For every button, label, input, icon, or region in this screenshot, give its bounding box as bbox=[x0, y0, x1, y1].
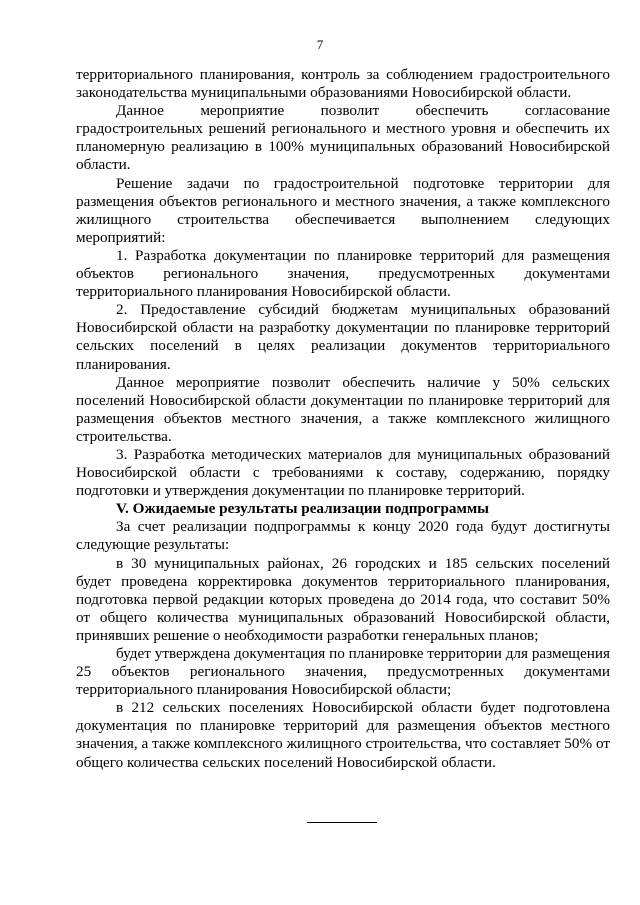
paragraph: 2. Предоставление субсидий бюджетам муниципальных образований Новосибирской области на разработку документации по планировке территорий сельских поселений в целях реализации документов территориального планирования. bbox=[76, 301, 610, 373]
paragraph: Данное мероприятие позволит обеспечить наличие у 50% сельских поселений Новосибирской области документации по планировке территорий для размещения объектов местного значения, а также комплексного жилищного строительства. bbox=[76, 373, 610, 445]
paragraph: будет утверждена документация по планировке территории для размещения 25 объектов регионального значения, предусмотренных документами территориального планирования Новосибирской области; bbox=[76, 645, 610, 699]
paragraph: 3. Разработка методических материалов для муниципальных образований Новосибирской области с требованиями к составу, содержанию, порядку подготовки и утверждения документации по планировке территорий. bbox=[76, 445, 610, 500]
page-number: 7 bbox=[316, 37, 324, 52]
section-heading: V. Ожидаемые результаты реализации подпрограммы bbox=[116, 500, 490, 518]
end-of-section-divider bbox=[307, 822, 377, 823]
paragraph: в 212 сельских поселениях Новосибирской области будет подготовлена документация по планировке территорий для размещения объектов местного значения, а также комплексного жилищного строительства, что составляет 50% от общего количества сельских поселений Новосибирской области. bbox=[76, 699, 610, 771]
paragraph: территориального планирования, контроль за соблюдением градостроительного законодательства муниципальными образованиями Новосибирской области. bbox=[76, 66, 610, 102]
paragraph: Решение задачи по градостроительной подготовке территории для размещения объектов регионального и местного значения, а также комплексного жилищного строительства обеспечивается выполнением следующих мероприятий: bbox=[76, 174, 610, 246]
document-body bbox=[76, 66, 610, 772]
paragraph: 1. Разработка документации по планировке территорий для размещения объектов регионального значения, предусмотренных документами территориального планирования Новосибирской области. bbox=[76, 246, 610, 301]
paragraph: в 30 муниципальных районах, 26 городских и 185 сельских поселений будет проведена корректировка документов территориального планирования, подготовка первой редакции которых проведена до 2014 года, что составит 50% от общего количества муниципальных образований Новосибирской области, принявших решение о необходимости разработки генеральных планов; bbox=[76, 554, 610, 644]
paragraph: Данное мероприятие позволит обеспечить согласование градостроительных решений регионального и местного уровня и обеспечить их планомерную реализацию в 100% муниципальных образований Новосибирской области. bbox=[76, 102, 610, 174]
paragraph: За счет реализации подпрограммы к концу 2020 года будут достигнуты следующие результаты: bbox=[76, 518, 610, 554]
